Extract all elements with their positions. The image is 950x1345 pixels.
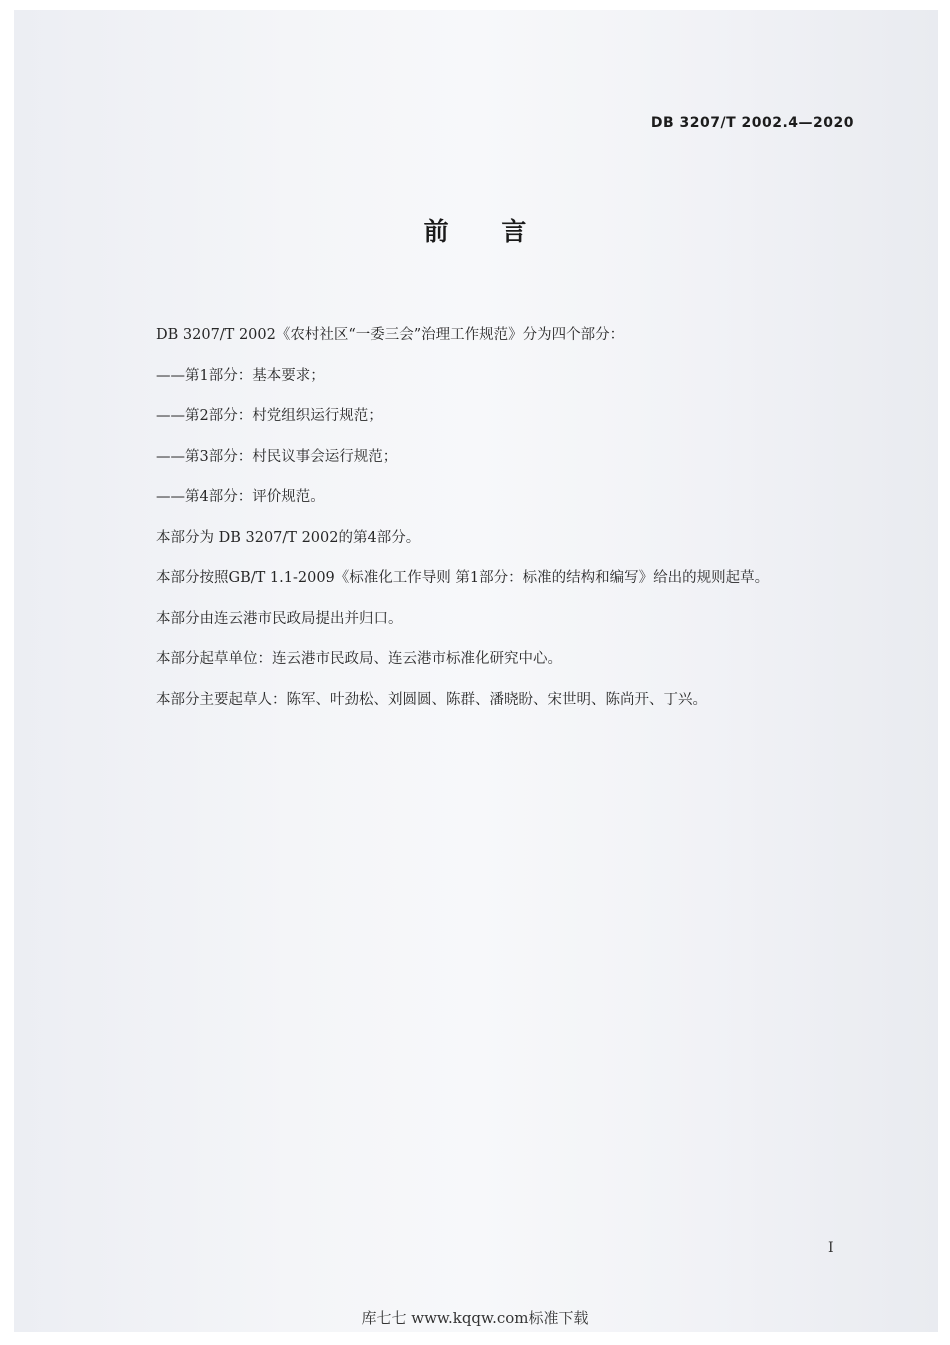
footer-watermark: 库七七 www.kqqw.com标准下载 xyxy=(361,1309,589,1327)
page-title: 前 言 xyxy=(423,217,549,246)
list-item-part-2: ——第2部分：村党组织运行规范； xyxy=(156,408,383,424)
paragraph-parts-overview: DB 3207/T 2002《农村社区“一委三会”治理工作规范》分为四个部分： xyxy=(156,327,625,343)
list-item-part-3: ——第3部分：村民议事会运行规范； xyxy=(156,448,398,465)
list-item-part-4: ——第4部分：评价规范。 xyxy=(156,489,325,505)
paragraph-proposer: 本部分由连云港市民政局提出并归口。 xyxy=(156,610,403,627)
paragraph-this-part: 本部分为 DB 3207/T 2002的第4部分。 xyxy=(156,529,421,546)
paragraph-drafters: 本部分主要起草人：陈军、叶劲松、刘圆圆、陈群、潘晓盼、宋世明、陈尚开、丁兴。 xyxy=(156,691,707,708)
page-number: I xyxy=(828,1240,834,1256)
document-code: DB 3207/T 2002.4—2020 xyxy=(650,115,854,131)
paragraph-drafting-rules: 本部分按照GB/T 1.1-2009《标准化工作导则 第1部分：标准的结构和编写》给出的规则起草。 xyxy=(156,570,770,586)
foreword-body xyxy=(156,315,876,720)
paragraph-drafting-units: 本部分起草单位：连云港市民政局、连云港市标准化研究中心。 xyxy=(156,651,562,667)
list-item-part-1: ——第1部分：基本要求； xyxy=(156,367,325,384)
